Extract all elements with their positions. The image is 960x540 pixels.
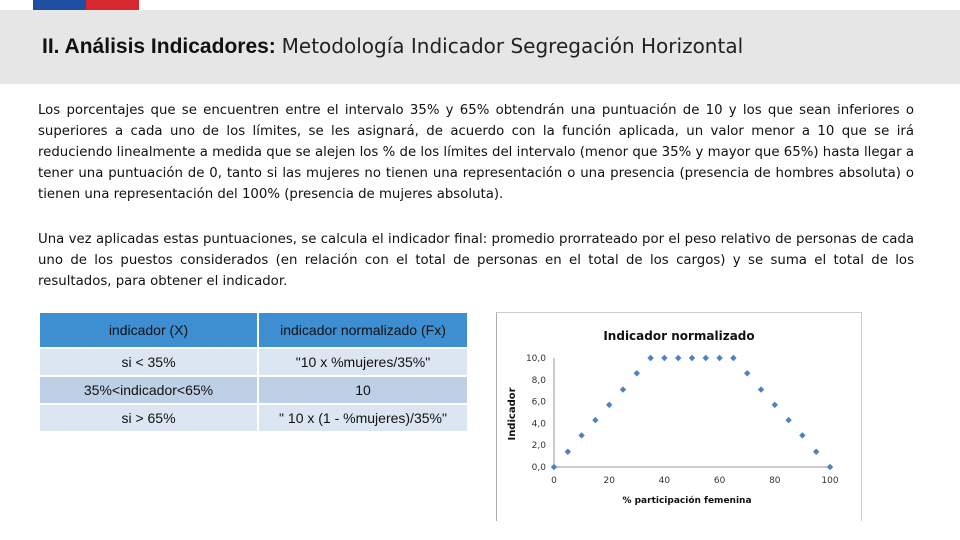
chart-y-tick-label: 0,0 bbox=[531, 463, 546, 473]
chart-title: Indicador normalizado bbox=[603, 329, 755, 343]
table-cell: 35%<indicador<65% bbox=[40, 376, 258, 404]
table-row bbox=[40, 404, 468, 431]
chart-point bbox=[578, 432, 584, 438]
chart-point bbox=[647, 355, 653, 361]
table-cell: "10 x %mujeres/35%" bbox=[258, 348, 468, 376]
chart-point bbox=[634, 370, 640, 376]
chart-y-tick-label: 8,0 bbox=[531, 375, 546, 386]
page-title bbox=[42, 34, 743, 59]
chart-axes bbox=[526, 354, 839, 486]
table-cell: 10 bbox=[258, 376, 468, 404]
chart-x-tick-label: 0 bbox=[551, 476, 557, 486]
table-header-indicator: indicador (X) bbox=[40, 313, 258, 348]
chart-point bbox=[606, 402, 612, 408]
chart-y-tick-label: 2,0 bbox=[531, 441, 546, 452]
chart-x-tick-label: 80 bbox=[769, 476, 781, 486]
chart-point bbox=[799, 432, 805, 438]
chart-point bbox=[744, 370, 750, 376]
page-title-section: II. Análisis Indicadores: bbox=[42, 35, 276, 58]
chart-point bbox=[730, 355, 736, 361]
table-row bbox=[40, 376, 468, 404]
flag-blue-stripe bbox=[33, 0, 86, 10]
flag-red-stripe bbox=[86, 0, 139, 10]
chart-point bbox=[592, 417, 598, 423]
chart-point bbox=[620, 386, 626, 392]
table-cell: si < 35% bbox=[40, 348, 258, 376]
table-header-normalized: indicador normalizado (Fx) bbox=[258, 313, 468, 348]
chart-y-tick-label: 10,0 bbox=[525, 354, 546, 364]
chart-container bbox=[496, 312, 862, 521]
paragraph-methodology: Los porcentajes que se encuentren entre el intervalo 35% y 65% obtendrán una puntuación de 10 y los que sean inferiores o superiores a cada uno de los límites, se les asignará, de acuerdo con la función aplicada, un valor menor a 10 que se irá reduciendo linealmente a medida que se alejen los % de los límites del intervalo (menor que 35% y mayor que 65%) hasta llegar a tener una puntuación de 0, tanto si las mujeres no tienen una representación o una presencia (presencia de hombres absoluta) o tienen una representación del 100% (presencia de mujeres absoluta). bbox=[38, 103, 914, 202]
chart-x-tick-label: 100 bbox=[821, 476, 839, 486]
chart-point bbox=[716, 355, 722, 361]
indicator-table bbox=[40, 313, 469, 431]
chart-point bbox=[703, 355, 709, 361]
chart-x-tick-label: 20 bbox=[603, 476, 615, 486]
chart-y-tick-label: 6,0 bbox=[531, 397, 546, 408]
chart-point bbox=[772, 402, 778, 408]
chart-point bbox=[551, 464, 557, 470]
normalized-indicator-chart bbox=[497, 313, 861, 521]
page-title-topic: Metodología Indicador Segregación Horizontal bbox=[281, 34, 744, 58]
chart-point bbox=[758, 386, 764, 392]
chart-y-tick-label: 4,0 bbox=[531, 419, 546, 430]
chart-x-tick-label: 60 bbox=[713, 476, 726, 486]
paragraph-final-indicator: Una vez aplicadas estas puntuaciones, se calcula el indicador final: promedio prorrateado por el peso relativo de personas de cada uno de los puestos considerados (en relación con el total de personas en el total de los cargos) y se suma el total de los resultados, para obtener el indicador. bbox=[38, 232, 914, 289]
chart-x-axis-label: % participación femenina bbox=[622, 496, 752, 506]
chart-x-tick-label: 40 bbox=[658, 476, 671, 486]
chart-point bbox=[813, 449, 819, 455]
chart-point bbox=[785, 417, 791, 423]
chart-points bbox=[551, 355, 833, 470]
table-cell: " 10 x (1 - %mujeres)/35%" bbox=[258, 404, 468, 431]
chart-point bbox=[661, 355, 667, 361]
chart-point bbox=[675, 355, 681, 361]
table-cell: si > 65% bbox=[40, 404, 258, 431]
chart-point bbox=[689, 355, 695, 361]
chart-y-axis-label: Indicador bbox=[507, 387, 518, 441]
table-row bbox=[40, 348, 468, 376]
chart-point bbox=[827, 464, 833, 470]
table-header-row bbox=[40, 313, 468, 348]
chart-point bbox=[565, 449, 571, 455]
